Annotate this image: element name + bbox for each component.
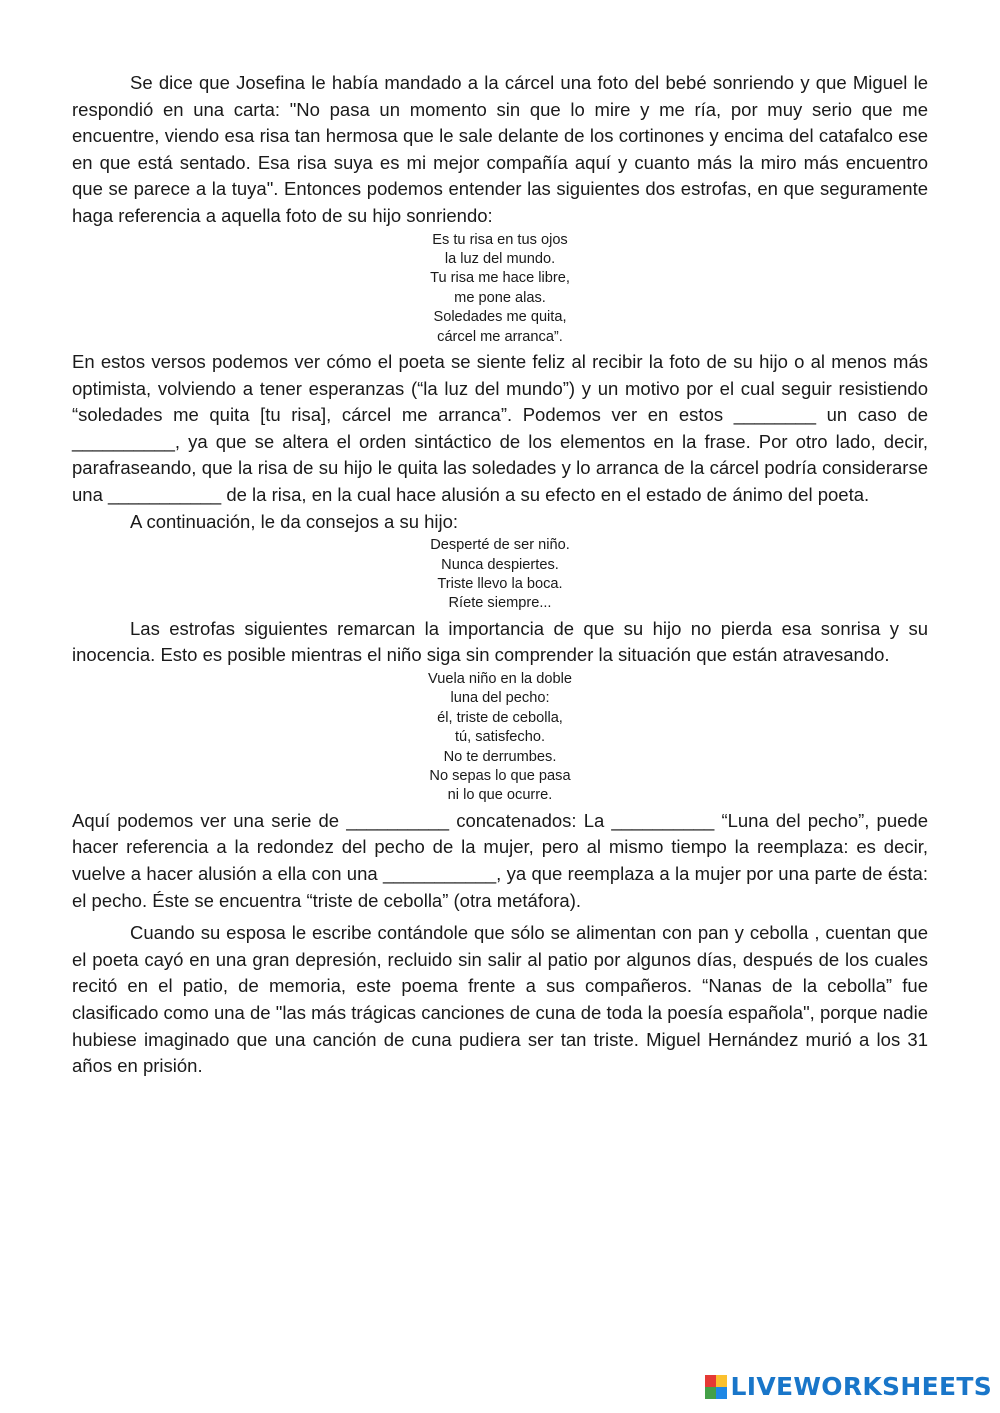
verse-line: No te derrumbes. <box>443 748 557 765</box>
worksheet-page <box>72 70 928 1080</box>
paragraph-text: “Luna del pecho”, puede hacer referencia a la redondez del pecho de la mujer, pero al mismo tiempo la reemplaza: es decir, vuelve a hacer alusión a ella con una <box>72 809 928 884</box>
verse-line: me pone alas. <box>454 289 546 306</box>
verse-line: la luz del mundo. <box>444 250 556 267</box>
logo-square <box>705 1387 716 1399</box>
logo-square <box>705 1375 716 1387</box>
verse-line: Desperté de ser niño. <box>430 537 570 554</box>
liveworksheets-logo[interactable] <box>705 1372 992 1401</box>
stanza-desperte <box>72 536 928 614</box>
paragraph-intro: Se dice que Josefina le había mandado a la cárcel una foto del bebé sonriendo y que Miguel le respondió en una carta: "No pasa un momento sin que lo mire y me ría, por muy serio que me encuentre, viendo esa risa tan hermosa que le sale delante de los cortinones y encima del catafalco ese en que está sentado. Esa risa suya es mi mejor compañía aquí y cuanto más la miro más encuentro que se parece a la tuya". Entonces podemos entender las siguientes dos estrofas, en que seguramente haga referencia a aquella foto de su hijo sonriendo: <box>72 72 928 226</box>
verse-line: Nunca despiertes. <box>441 556 559 573</box>
verse-line: Soledades me quita, <box>433 309 567 326</box>
answer-blank-5[interactable]: __________ <box>611 809 715 831</box>
logo-square <box>716 1387 727 1399</box>
verse-line: cárcel me arranca”. <box>437 328 563 345</box>
logo-square <box>716 1375 727 1387</box>
answer-blank-2[interactable]: __________ <box>72 430 175 452</box>
verse-line: luna del pecho: <box>450 690 550 707</box>
paragraph-analysis-1 <box>72 349 928 509</box>
stanza-risa <box>72 231 928 347</box>
answer-blank-4[interactable]: __________ <box>346 809 450 831</box>
paragraph-consejos: A continuación, le da consejos a su hijo: <box>130 510 459 532</box>
paragraph-text: de la risa, en la cual hace alusión a su efecto en el estado de ánimo del poeta. <box>221 483 870 505</box>
verse-line: Tu risa me hace libre, <box>430 270 570 287</box>
logo-text: LIVEWORKSHEETS <box>730 1372 992 1401</box>
verse-line: Vuela niño en la doble <box>428 670 572 687</box>
verse-line: Triste llevo la boca. <box>437 575 563 592</box>
liveworksheets-logo-icon <box>705 1375 727 1399</box>
paragraph-analysis-2 <box>72 808 928 914</box>
paragraph-text: , ya que se altera el orden sintáctico de los elementos en la frase. Por otro lado, decir, parafraseando, que la risa de su hijo le quita las soledades y lo arranca de la cárcel podría considerarse una <box>72 430 928 505</box>
answer-blank-6[interactable]: ___________ <box>382 863 497 884</box>
verse-line: él, triste de cebolla, <box>437 709 563 726</box>
verse-line: ni lo que ocurre. <box>447 787 553 804</box>
verse-line: tú, satisfecho. <box>454 729 546 746</box>
verse-line: Es tu risa en tus ojos <box>432 231 568 248</box>
paragraph-text: , ya que reemplaza a la mujer por una parte de ésta: el pecho. Éste se encuentra “triste de cebolla” (otra metáfora). <box>72 863 928 911</box>
paragraph-estrofas: Las estrofas siguientes remarcan la importancia de que su hijo no pierda esa sonrisa y su inocencia. Esto es posible mientras el niño siga sin comprender la situación que están atravesando. <box>72 617 928 666</box>
verse-line: No sepas lo que pasa <box>429 768 571 784</box>
verse-line: Ríete siempre... <box>448 595 552 612</box>
paragraph-conclusion: Cuando su esposa le escribe contándole que sólo se alimentan con pan y cebolla , cuentan que el poeta cayó en una gran depresión, recluido sin salir al patio por algunos días, después de los cuales recitó en el patio, de memoria, este poema frente a sus compañeros. “Nanas de la cebolla” fue clasificado como una de "las más trágicas canciones de cuna de toda la poesía española", porque nadie hubiese imaginado que una canción de cuna pudiera ser tan triste. Miguel Hernández murió a los 31 años en prisión. <box>72 922 928 1077</box>
answer-blank-3[interactable]: ___________ <box>108 483 222 505</box>
answer-blank-1[interactable]: ________ <box>733 404 817 426</box>
paragraph-text: concatenados: La <box>449 809 612 831</box>
paragraph-text: un caso de <box>816 404 928 426</box>
paragraph-text: Aquí podemos ver una serie de <box>72 809 347 831</box>
paragraph-text: En estos versos podemos ver cómo el poeta se siente feliz al recibir la foto de su hijo o al menos más optimista, volviendo a tener esperanzas (“la luz del mundo”) y un motivo por el cual seguir resistiendo “soledades me quita [tu risa], cárcel me arranca”. Podemos ver en estos <box>72 351 928 426</box>
stanza-vuela <box>72 670 928 806</box>
